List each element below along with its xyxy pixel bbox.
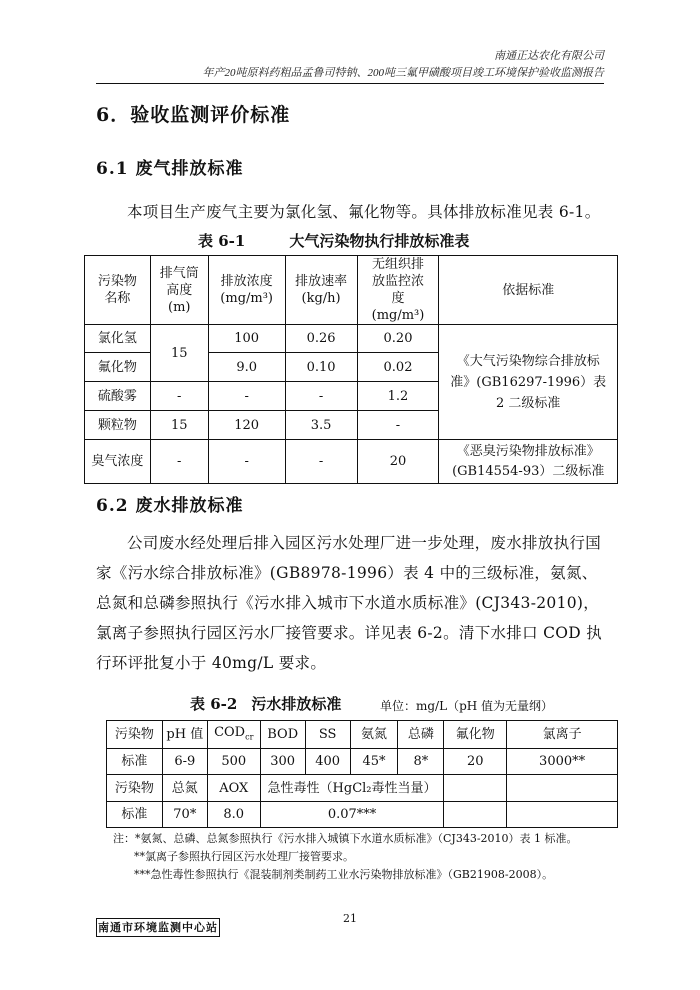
table-6-2-caption xyxy=(190,693,341,714)
header-stack-height: 排气筒高度(m) xyxy=(150,256,208,325)
cell-unorg: 0.02 xyxy=(357,353,439,382)
cell-fluoride: 20 xyxy=(444,749,507,775)
cell-ammonia: 45* xyxy=(350,749,398,775)
cell-unorg: 1.2 xyxy=(357,382,439,411)
cell-unorg: - xyxy=(357,411,439,440)
cell-conc: 120 xyxy=(208,411,285,440)
cell-label: 标准 xyxy=(107,749,163,775)
header-company: 南通正达农化有限公司 xyxy=(494,50,604,62)
cell-cod: 500 xyxy=(207,749,260,775)
monitoring-station-stamp: 南通市环境监测中心站 xyxy=(96,918,220,937)
cell-unorg: 20 xyxy=(357,440,439,484)
header-pollutant: 污染物名称 xyxy=(85,256,151,325)
cell-height-merged: 15 xyxy=(150,325,208,382)
header-pollutant: 污染物 xyxy=(107,775,163,802)
table-row xyxy=(107,775,618,802)
header-cod xyxy=(207,721,260,749)
header-chloride: 氯离子 xyxy=(507,721,618,749)
cell-conc: 9.0 xyxy=(208,353,285,382)
table-row xyxy=(85,325,618,353)
header-report-title: 年产20吨原料药粗品孟鲁司特钠、200吨三氟甲磺酸项目竣工环境保护验收监测报告 xyxy=(202,67,604,79)
header-total-phosphorus: 总磷 xyxy=(398,721,444,749)
header-ph: pH 值 xyxy=(162,721,207,749)
cell-name: 臭气浓度 xyxy=(85,440,151,484)
cell-ss: 400 xyxy=(305,749,350,775)
cell-basis: 《恶臭污染物排放标准》(GB14554-93）二级标准 xyxy=(439,440,618,484)
cell-chloride: 3000** xyxy=(507,749,618,775)
table-note-3: ***急性毒性参照执行《混装制剂类制药工业水污染物排放标准》（GB21908-2008）。 xyxy=(134,868,554,881)
cell-rate: 0.26 xyxy=(285,325,357,353)
cell-aox: 8.0 xyxy=(207,802,260,828)
table-6-1-caption xyxy=(198,230,469,251)
cell-bod: 300 xyxy=(260,749,305,775)
cell-acute-toxicity: 0.07*** xyxy=(260,802,444,828)
cell-unorg: 0.20 xyxy=(357,325,439,353)
table-note-2: **氯离子参照执行园区污水处理厂接管要求。 xyxy=(134,850,354,863)
section-number: 6． xyxy=(96,104,131,126)
empty-cell xyxy=(444,802,507,828)
subsection-heading-exhaust: 6.1 废气排放标准 xyxy=(96,159,244,179)
cell-rate: 3.5 xyxy=(285,411,357,440)
table-row xyxy=(85,440,618,484)
empty-cell xyxy=(444,775,507,802)
table-row xyxy=(107,721,618,749)
table-6-2-title: 污水排放标准 xyxy=(251,695,342,713)
header-ammonia: 氨氮 xyxy=(350,721,398,749)
header-aox: AOX xyxy=(207,775,260,802)
cell-name: 硫酸雾 xyxy=(85,382,151,411)
table-6-2-number: 表 6-2 xyxy=(190,695,238,713)
page-number: 21 xyxy=(343,912,357,925)
cell-name: 颗粒物 xyxy=(85,411,151,440)
table-row xyxy=(107,749,618,775)
cell-height: 15 xyxy=(150,411,208,440)
table-6-2-unit: 单位：mg/L（pH 值为无量纲） xyxy=(380,699,554,713)
table-row xyxy=(85,256,618,325)
table-note-1: 注：*氨氮、总磷、总氮参照执行《污水排入城镇下水道水质标准》（CJ343-2010）表 1 标准。 xyxy=(113,832,578,845)
header-acute-toxicity: 急性毒性（HgCl₂毒性当量） xyxy=(260,775,444,802)
table-6-2 xyxy=(106,720,618,828)
cell-rate: - xyxy=(285,440,357,484)
cell-label: 标准 xyxy=(107,802,163,828)
cod-subscript: cr xyxy=(245,732,254,742)
cell-conc: 100 xyxy=(208,325,285,353)
paragraph-wastewater: 公司废水经处理后排入园区污水处理厂进一步处理，废水排放执行国家《污水综合排放标准》(GB8978-1996）表 4 中的三级标准，氨氮、总氮和总磷参照执行《污水排入城市下水道水质标准》(CJ343-2010)，氯离子参照执行园区污水厂接管要求。详见表 6-2。清下水排口 COD 执行环评批复小于 40mg/L 要求。 xyxy=(96,534,603,672)
header-fluoride: 氟化物 xyxy=(444,721,507,749)
cell-total-nitrogen: 70* xyxy=(162,802,207,828)
cod-label: COD xyxy=(214,724,246,740)
paragraph-exhaust: 本项目生产废气主要为氯化氢、氟化物等。具体排放标准见表 6-1。 xyxy=(127,203,601,221)
cell-rate: 0.10 xyxy=(285,353,357,382)
cell-height: - xyxy=(150,440,208,484)
cell-name: 氟化物 xyxy=(85,353,151,382)
header-total-nitrogen: 总氮 xyxy=(162,775,207,802)
table-6-1-title: 大气污染物执行排放标准表 xyxy=(289,232,470,250)
header-ss: SS xyxy=(305,721,350,749)
header-rate: 排放速率(kg/h) xyxy=(285,256,357,325)
header-divider xyxy=(96,83,604,84)
section-heading xyxy=(96,100,290,127)
section-title: 验收监测评价标准 xyxy=(130,104,291,126)
cell-basis-merged: 《大气污染物综合排放标准》(GB16297-1996）表 2 二级标准 xyxy=(439,325,618,440)
header-bod: BOD xyxy=(260,721,305,749)
empty-cell xyxy=(507,802,618,828)
cell-ph: 6-9 xyxy=(162,749,207,775)
header-concentration: 排放浓度(mg/m³) xyxy=(208,256,285,325)
cell-name: 氯化氢 xyxy=(85,325,151,353)
cell-total-phosphorus: 8* xyxy=(398,749,444,775)
subsection-heading-wastewater: 6.2 废水排放标准 xyxy=(96,496,244,516)
header-unorganized: 无组织排放监控浓度(mg/m³) xyxy=(357,256,439,325)
cell-conc: - xyxy=(208,440,285,484)
cell-conc: - xyxy=(208,382,285,411)
table-row xyxy=(107,802,618,828)
cell-height: - xyxy=(150,382,208,411)
table-6-1-number: 表 6-1 xyxy=(198,232,246,250)
cell-rate: - xyxy=(285,382,357,411)
header-pollutant: 污染物 xyxy=(107,721,163,749)
table-6-1 xyxy=(84,255,618,484)
header-basis: 依据标准 xyxy=(439,256,618,325)
empty-cell xyxy=(507,775,618,802)
